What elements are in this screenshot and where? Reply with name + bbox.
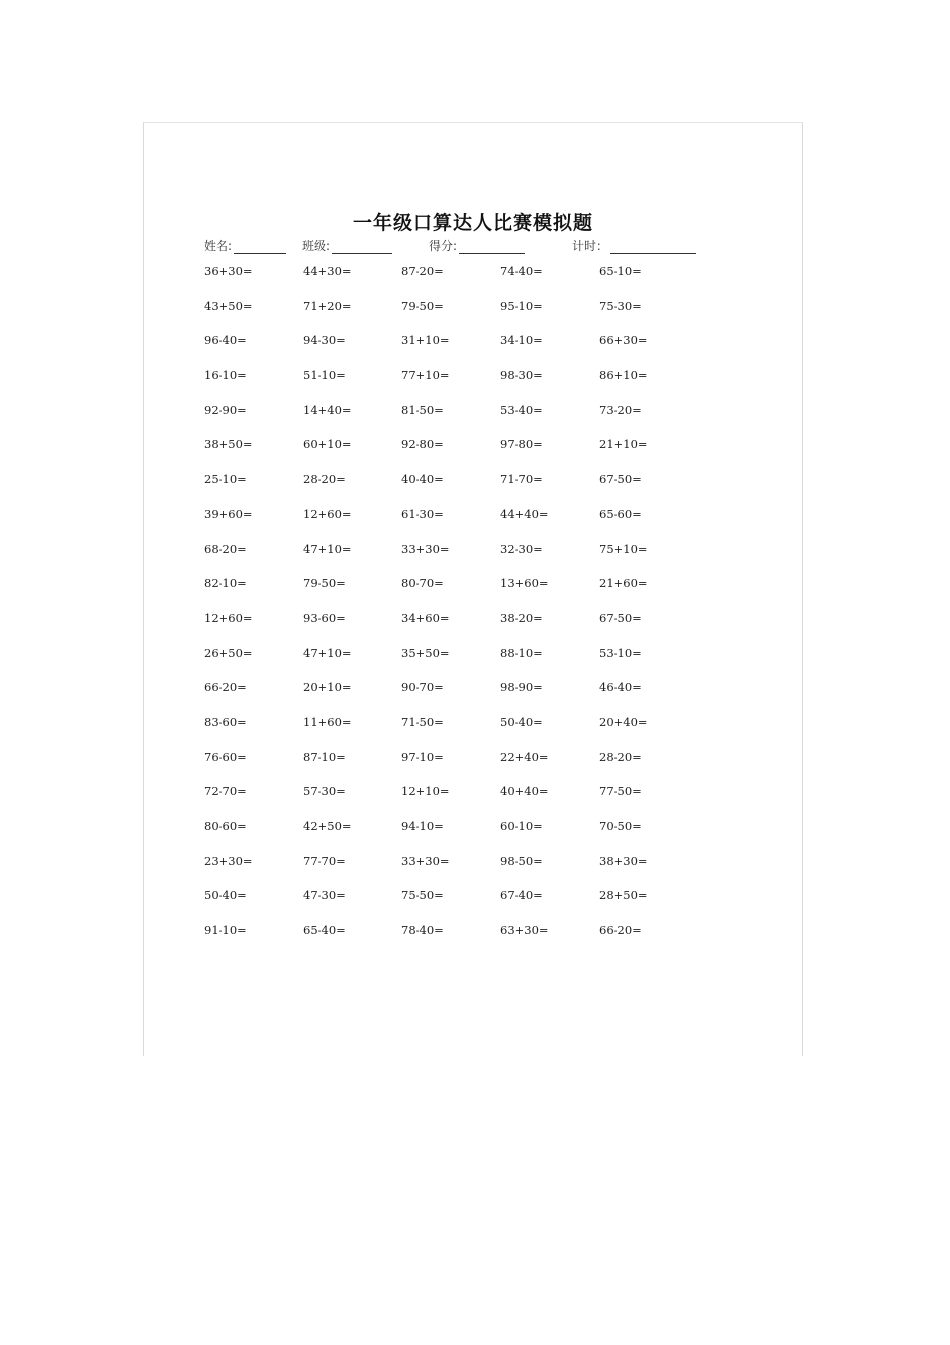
problem-item: 94-10=	[401, 819, 444, 833]
problem-item: 14+40=	[303, 402, 352, 417]
problem-item: 78-40=	[401, 923, 444, 938]
problem-item: 20+40=	[599, 714, 648, 729]
problem-item: 60-10=	[500, 819, 543, 833]
problem-item: 71+20=	[303, 298, 352, 313]
problem-item: 16-10=	[204, 368, 247, 383]
problem-item: 80-70=	[401, 576, 444, 591]
problem-row	[144, 888, 802, 923]
problem-item: 75-50=	[401, 888, 444, 903]
problem-item: 53-40=	[500, 402, 543, 417]
problem-item: 12+60=	[204, 610, 253, 625]
problem-item: 97-80=	[500, 437, 543, 452]
problem-item: 91-10=	[204, 923, 247, 938]
problem-item: 83-60=	[204, 714, 247, 729]
problem-item: 38-20=	[500, 610, 543, 625]
problem-item: 61-30=	[401, 506, 444, 521]
name-blank[interactable]	[234, 240, 286, 254]
problem-row	[144, 923, 802, 958]
problem-item: 87-20=	[401, 264, 444, 278]
problem-item: 34+60=	[401, 610, 450, 625]
problem-item: 98-50=	[500, 853, 543, 868]
problem-row	[144, 784, 802, 819]
problem-row	[144, 715, 802, 750]
problem-row	[144, 333, 802, 368]
problem-item: 23+30=	[204, 853, 253, 868]
problem-item: 60+10=	[303, 437, 352, 452]
problem-item: 34-10=	[500, 333, 543, 348]
problem-item: 80-60=	[204, 819, 247, 833]
name-label: 姓名:	[204, 239, 233, 253]
problem-row	[144, 437, 802, 472]
problem-item: 13+60=	[500, 576, 549, 591]
problem-item: 40+40=	[500, 784, 549, 799]
problem-item: 98-30=	[500, 368, 543, 383]
problem-item: 65-60=	[599, 506, 642, 521]
problem-item: 90-70=	[401, 680, 444, 695]
problem-item: 31+10=	[401, 333, 450, 348]
problem-item: 21+60=	[599, 576, 648, 591]
score-blank[interactable]	[459, 240, 525, 254]
problem-item: 26+50=	[204, 645, 253, 660]
problem-row	[144, 403, 802, 438]
problem-item: 47-30=	[303, 888, 346, 903]
problem-item: 32-30=	[500, 541, 543, 556]
problem-item: 88-10=	[500, 645, 543, 660]
problem-item: 68-20=	[204, 541, 247, 556]
problem-item: 67-50=	[599, 610, 642, 625]
score-field[interactable]	[429, 237, 525, 254]
problem-item: 40-40=	[401, 472, 444, 487]
problem-item: 71-70=	[500, 472, 543, 487]
problem-item: 65-10=	[599, 264, 642, 278]
problem-item: 39+60=	[204, 506, 253, 521]
class-blank[interactable]	[332, 240, 392, 254]
problem-item: 57-30=	[303, 784, 346, 799]
problem-item: 72-70=	[204, 784, 247, 799]
problem-item: 65-40=	[303, 923, 346, 938]
problem-item: 95-10=	[500, 298, 543, 313]
problem-item: 77+10=	[401, 368, 450, 383]
problem-item: 63+30=	[500, 923, 549, 938]
problem-item: 66-20=	[599, 923, 642, 938]
problem-row	[144, 542, 802, 577]
problem-item: 96-40=	[204, 333, 247, 348]
problem-item: 77-50=	[599, 784, 642, 799]
problem-item: 44+40=	[500, 506, 549, 521]
problem-item: 87-10=	[303, 749, 346, 764]
problem-item: 71-50=	[401, 714, 444, 729]
problem-item: 97-10=	[401, 749, 444, 764]
problem-item: 47+10=	[303, 541, 352, 556]
page-title: 一年级口算达人比赛模拟题	[352, 212, 593, 234]
problem-grid	[144, 264, 802, 958]
problem-row	[144, 611, 802, 646]
problem-item: 33+30=	[401, 541, 450, 556]
problem-item: 28-20=	[303, 472, 346, 487]
problem-item: 93-60=	[303, 610, 346, 625]
problem-item: 22+40=	[500, 749, 549, 764]
problem-item: 21+10=	[599, 437, 648, 452]
problem-item: 75+10=	[599, 541, 648, 556]
problem-item: 36+30=	[204, 264, 253, 278]
problem-item: 73-20=	[599, 402, 642, 417]
problem-item: 76-60=	[204, 749, 247, 764]
class-field[interactable]	[302, 237, 392, 254]
problem-item: 79-50=	[401, 298, 444, 313]
problem-item: 75-30=	[599, 298, 642, 313]
time-label: 计时：	[572, 239, 609, 253]
problem-item: 43+50=	[204, 298, 253, 313]
problem-row	[144, 576, 802, 611]
problem-row	[144, 819, 802, 854]
problem-item: 53-10=	[599, 645, 642, 660]
problem-item: 47+10=	[303, 645, 352, 660]
problem-row	[144, 299, 802, 334]
problem-item: 51-10=	[303, 368, 346, 383]
problem-row	[144, 646, 802, 681]
problem-item: 46-40=	[599, 680, 642, 695]
time-field[interactable]	[572, 237, 696, 254]
problem-item: 20+10=	[303, 680, 352, 695]
score-label: 得分:	[429, 239, 458, 253]
problem-item: 38+50=	[204, 437, 253, 452]
problem-item: 86+10=	[599, 368, 648, 383]
problem-item: 11+60=	[303, 714, 352, 729]
problem-row	[144, 507, 802, 542]
problem-row	[144, 264, 802, 299]
class-label: 班级:	[302, 239, 331, 253]
problem-item: 92-80=	[401, 437, 444, 452]
problem-item: 67-40=	[500, 888, 543, 903]
problem-item: 66-20=	[204, 680, 247, 695]
problem-item: 82-10=	[204, 576, 247, 591]
problem-row	[144, 680, 802, 715]
problem-item: 44+30=	[303, 264, 352, 278]
time-blank[interactable]	[610, 240, 696, 254]
problem-item: 28+50=	[599, 888, 648, 903]
problem-item: 12+10=	[401, 784, 450, 799]
problem-item: 35+50=	[401, 645, 450, 660]
problem-row	[144, 750, 802, 785]
problem-item: 67-50=	[599, 472, 642, 487]
problem-row	[144, 368, 802, 403]
problem-item: 77-70=	[303, 853, 346, 868]
problem-item: 70-50=	[599, 819, 642, 833]
problem-item: 94-30=	[303, 333, 346, 348]
problem-item: 98-90=	[500, 680, 543, 695]
problem-item: 28-20=	[599, 749, 642, 764]
problem-row	[144, 854, 802, 889]
problem-row	[144, 472, 802, 507]
problem-item: 38+30=	[599, 853, 648, 868]
problem-item: 42+50=	[303, 819, 352, 833]
problem-item: 81-50=	[401, 402, 444, 417]
problem-item: 25-10=	[204, 472, 247, 487]
problem-item: 66+30=	[599, 333, 648, 348]
problem-item: 33+30=	[401, 853, 450, 868]
problem-item: 50-40=	[204, 888, 247, 903]
problem-item: 92-90=	[204, 402, 247, 417]
student-info-row	[144, 237, 802, 257]
worksheet-page	[143, 122, 803, 1056]
problem-item: 12+60=	[303, 506, 352, 521]
problem-item: 79-50=	[303, 576, 346, 591]
problem-item: 50-40=	[500, 714, 543, 729]
problem-item: 74-40=	[500, 264, 543, 278]
name-field[interactable]	[204, 237, 286, 254]
